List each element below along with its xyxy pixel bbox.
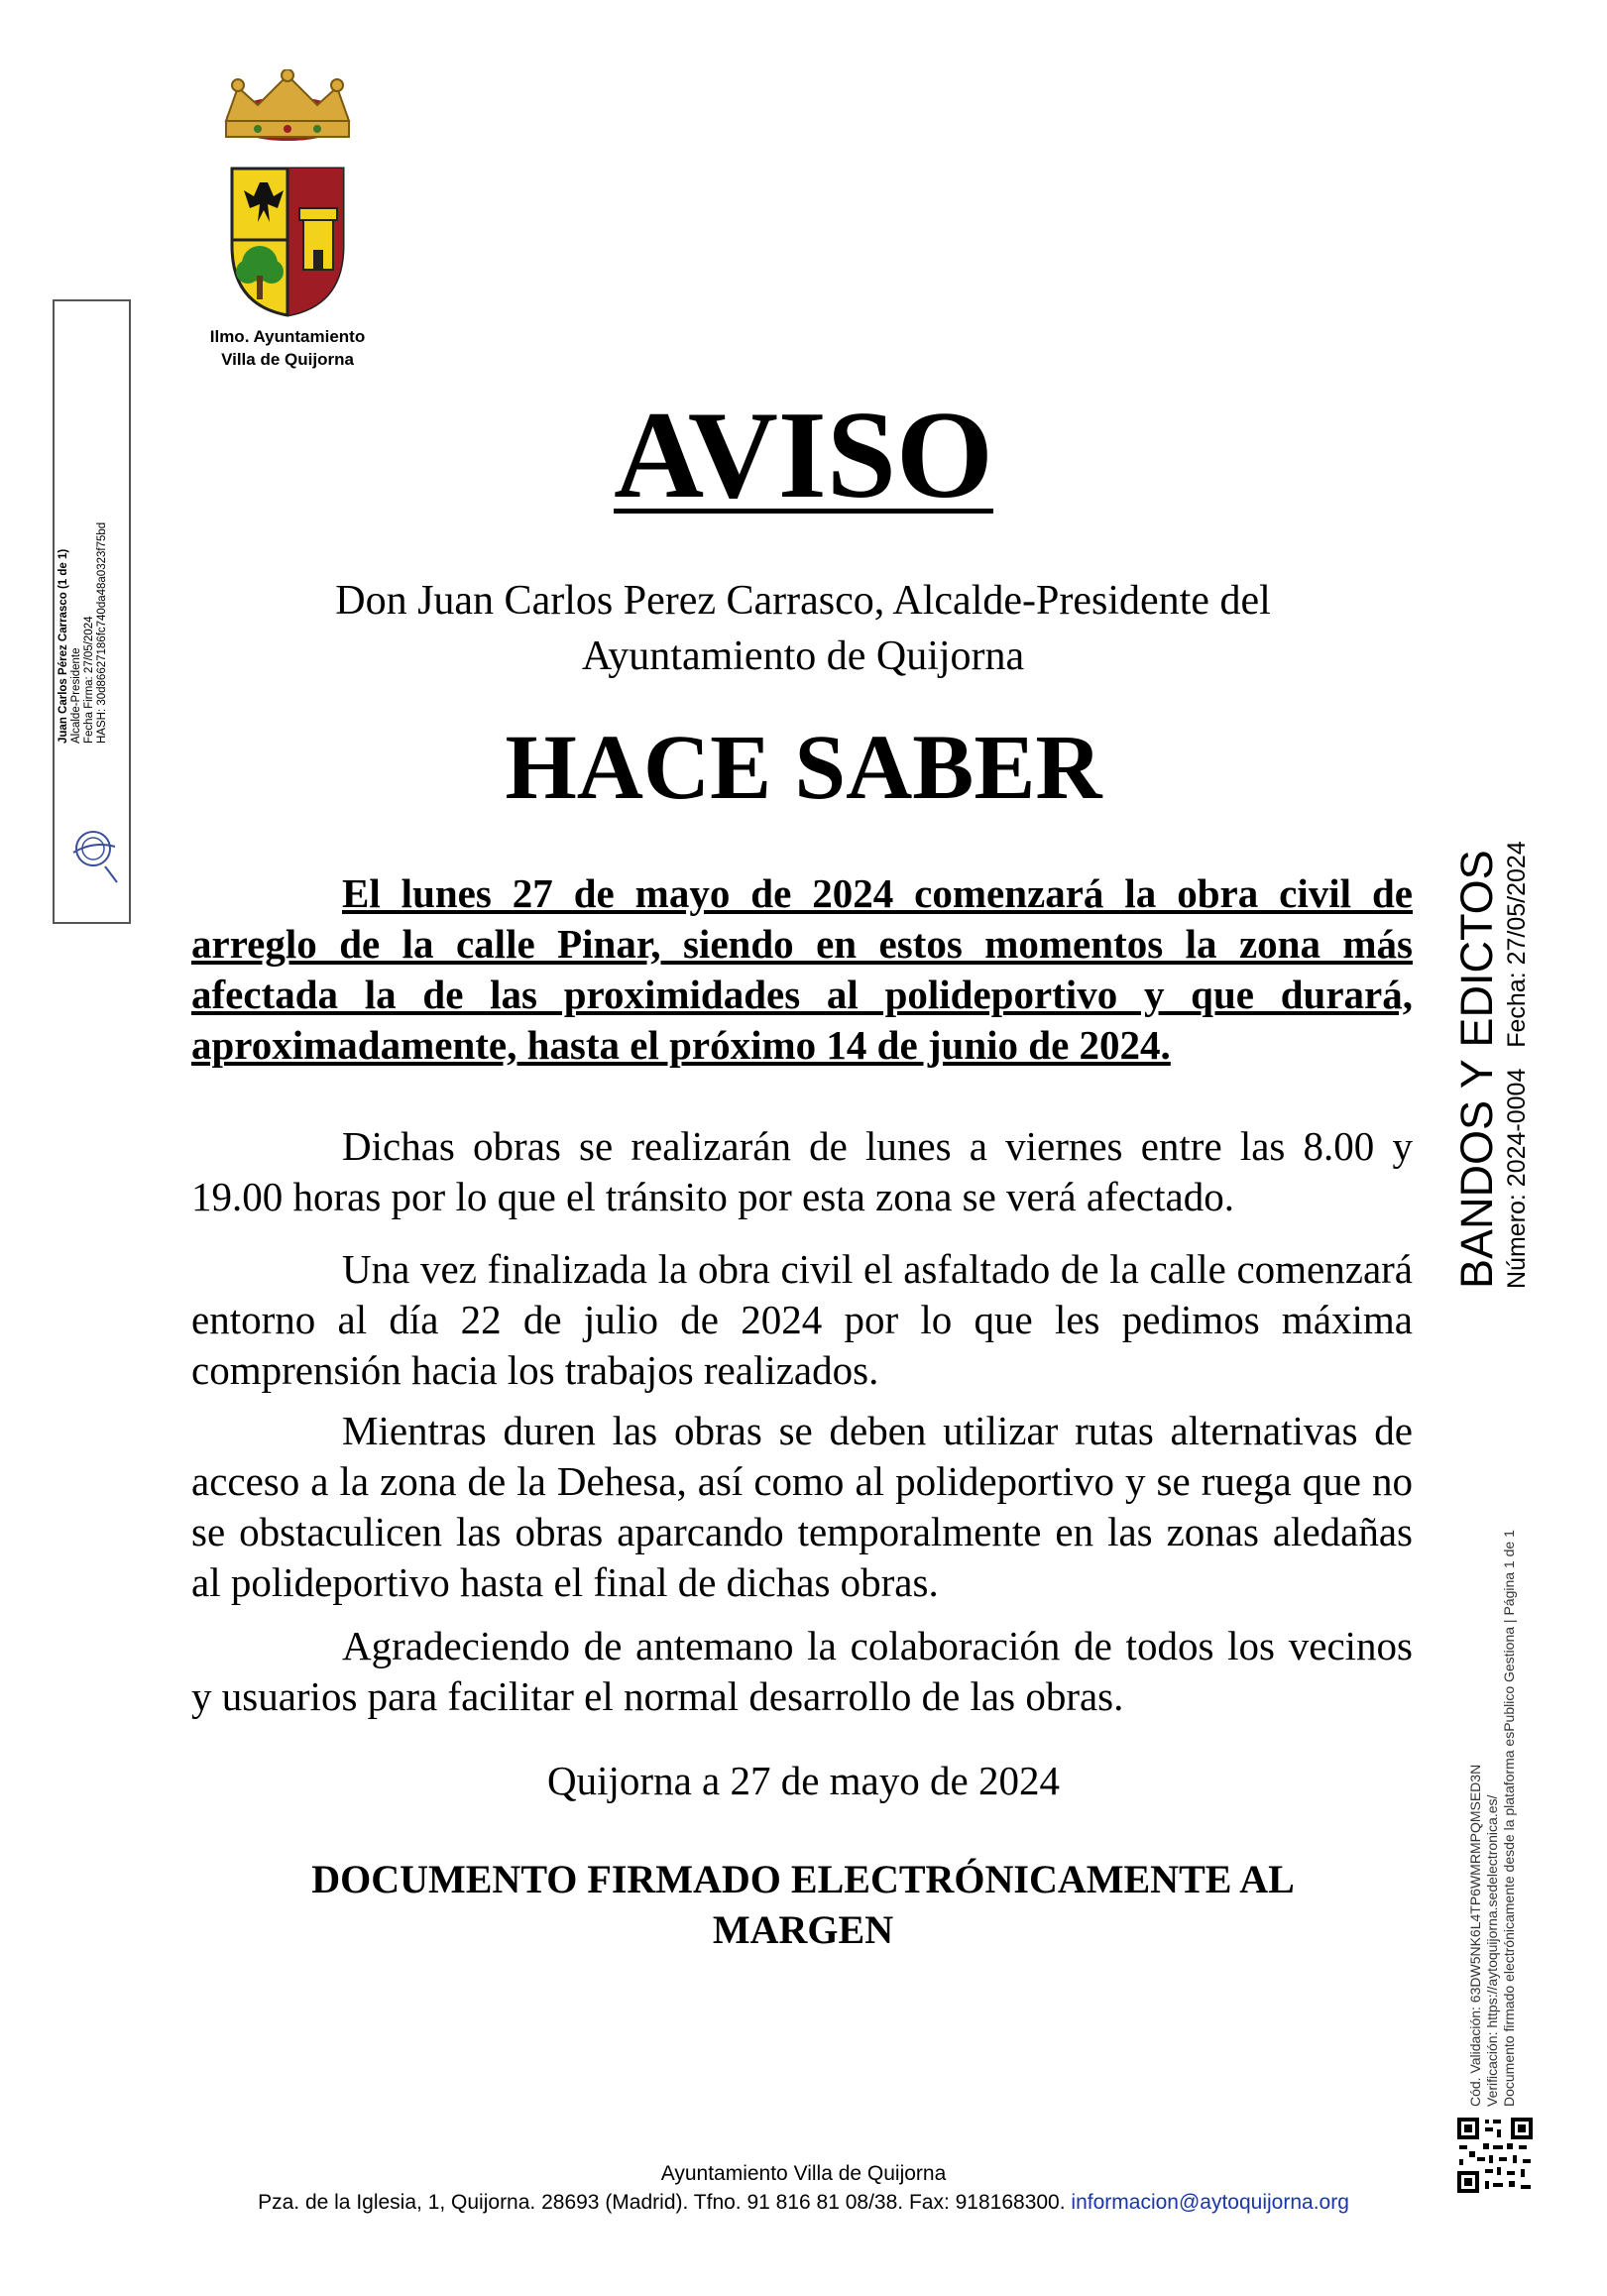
verification-info — [1467, 1368, 1527, 2107]
paragraph-5 — [191, 1621, 1413, 1722]
signature-seal-icon — [65, 813, 125, 884]
signer-name: Juan Carlos Pérez Carrasco (1 de 1) — [57, 548, 69, 744]
intro-text — [268, 573, 1338, 684]
footer-email-link[interactable]: informacion@aytoquijorna.org — [1071, 2191, 1349, 2214]
municipal-logo — [188, 69, 387, 377]
paragraph-5-text: Agradeciendo de antemano la colaboración de todos los vecinos y usuarios para facilitar el normal desarrollo de las obras. — [191, 1623, 1413, 1719]
signer-role: Alcalde-Presidente — [70, 647, 82, 744]
register-meta — [1502, 823, 1532, 1289]
intro-line1: Don Juan Carlos Perez Carrasco, Alcalde-Presidente del — [335, 578, 1271, 624]
logo-caption-line2: Villa de Quijorna — [221, 350, 354, 369]
signature-date: Fecha Firma: 27/05/2024 — [83, 616, 95, 744]
subtitle: HACE SABER — [505, 717, 1102, 819]
footer-org: Ayuntamiento Villa de Quijorna — [660, 2162, 947, 2185]
footer-contact — [0, 2188, 1607, 2217]
signed-notice — [228, 1854, 1378, 1955]
footer-address: Pza. de la Iglesia, 1, Quijorna. 28693 (Madrid). Tfno. 91 816 81 08/38. Fax: 918168300. — [258, 2191, 1066, 2214]
signature-details — [57, 302, 127, 744]
paragraph-1 — [191, 868, 1413, 1071]
register-date: Fecha: 27/05/2024 — [1503, 841, 1531, 1048]
register-number: Número: 2024-0004 — [1503, 1068, 1531, 1289]
paragraph-4-text: Mientras duren las obras se deben utilizar rutas alternativas de acceso a la zona de la Dehesa, así como al polideportivo y se ruega que no se obstaculicen las obras aparcando temporalmente en las zonas aledañas al polideportivo hasta el final de dichas obras. — [191, 1408, 1413, 1605]
logo-caption — [188, 325, 387, 371]
register-title: BANDOS Y EDICTOS — [1451, 850, 1502, 1289]
verification-url[interactable]: Verificación: https://aytoquijorna.sedelectronica.es/ — [1484, 1794, 1500, 2107]
paragraph-3 — [191, 1244, 1413, 1396]
signed-notice-line1: DOCUMENTO FIRMADO ELECTRÓNICAMENTE AL — [311, 1857, 1295, 1901]
signed-notice-line2: MARGEN — [712, 1907, 894, 1952]
paragraph-4 — [191, 1406, 1413, 1608]
register-stamp — [1452, 823, 1532, 1289]
paragraph-1-text: El lunes 27 de mayo de 2024 comenzará la obra civil de arreglo de la calle Pinar, siendo en estos momentos la zona más afectada la de las proximidades al polideportivo y que durará, aproximadamente, hasta el próximo 14 de junio de 2024. — [191, 870, 1413, 1068]
coat-of-arms-logo — [208, 69, 367, 317]
platform-note: Documento firmado electrónicamente desde la plataforma esPublico Gestiona | Página 1 de 1 — [1501, 1530, 1517, 2107]
signature-hash: HASH: 30d86627186fc740da48a0323f75bd — [96, 521, 108, 744]
page-title-text: AVISO — [614, 387, 993, 524]
intro-line2: Ayuntamiento de Quijorna — [581, 633, 1025, 679]
place-date: Quijorna a 27 de mayo de 2024 — [547, 1758, 1060, 1803]
validation-code: Cód. Validación: 63DW5NK6L4TP6WMRMPQMSED3N — [1467, 1764, 1483, 2107]
footer — [0, 2159, 1607, 2217]
logo-caption-line1: Ilmo. Ayuntamiento — [209, 327, 366, 346]
paragraph-2-text: Dichas obras se realizarán de lunes a viernes entre las 8.00 y 19.00 horas por lo que el tránsito por esta zona se verá afectado. — [191, 1123, 1413, 1219]
page-title — [0, 387, 1607, 524]
paragraph-2 — [191, 1121, 1413, 1222]
paragraph-3-text: Una vez finalizada la obra civil el asfaltado de la calle comenzará entorno al día 22 de julio de 2024 por lo que les pedimos máxima comprensión hacia los trabajos realizados. — [191, 1246, 1413, 1393]
